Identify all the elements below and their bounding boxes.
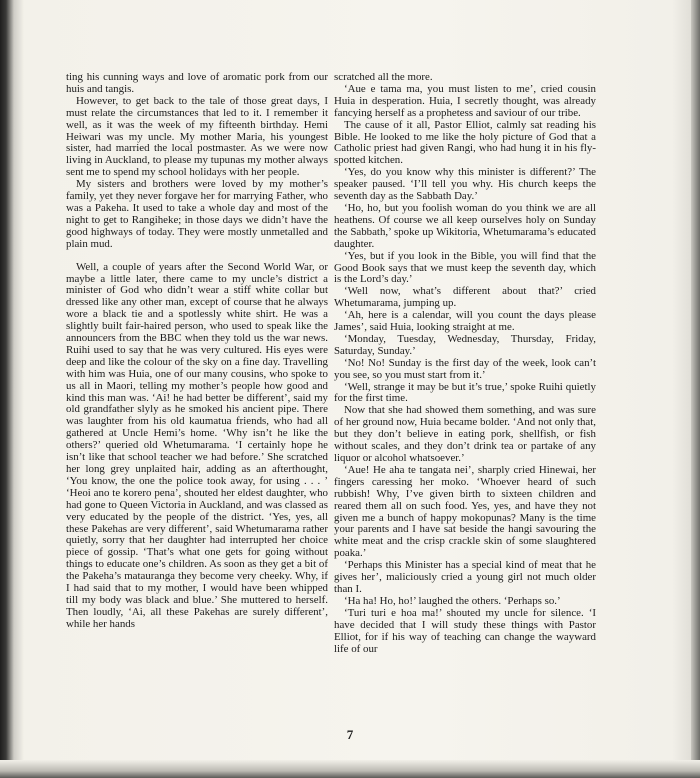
paragraph: ‘Aue! He aha te tangata nei’, sharply cried Hinewai, her fingers caressing her moko. ‘Whoever heard of such rubbish! Why, I’ve given birth to sixteen children and reared them all on such food. Yes, yes, and have they not given me a bunch of happy mokopunas? Many is the time your parents and I have sat beside the hangi savouring the white meat and the crisp crackle skin of some slaughtered poaka.’ bbox=[334, 463, 596, 560]
paragraph: ‘Ha ha! Ho, ho!’ laughed the others. ‘Perhaps so.’ bbox=[344, 594, 561, 607]
paragraph: My sisters and brothers were loved by my mother’s family, yet they never forgave her for marrying Father, who was a Pakeha. It used to take a whole day and most of the night to get to Rangiheke; in those days we didn’t have the good highways of today. They were mostly unmetalled and plain mud. bbox=[66, 178, 328, 250]
paragraph: ‘Ho, ho, but you foolish woman do you think we are all heathens. Of course we all keep ourselves holy on Sunday the Sabbath,’ spoke up Wikitoria, Whetumarama’s educated daughter. bbox=[334, 201, 596, 250]
paragraph: ‘Monday, Tuesday, Wednesday, Thursday, Friday, Saturday, Sunday.’ bbox=[334, 332, 596, 357]
paragraph: Well, a couple of years after the Second World War, or maybe a little later, there came to my uncle’s district a minister of God who didn’t wear a stiff white collar but dressed like any other man, except of course that he always wore a black tie and a spotlessly white shirt. He was a slightly built fair-haired person, who used to speak like the announcers from the BBC when they told us the war news. Ruihi used to say that he was very cultured. His eyes were deep and like the colour of the sky on a fine day. Travelling with him was Huia, one of our many cousins, who spoke to us all in Maori, telling my mother’s people how good and kind this man was. ‘Ai! he had better be different’, said my old grandfather slyly as he smoked his ancient pipe. There was laughter from his old kaumatua friends, who had all gathered at Uncle Hemi’s home. ‘Why isn’t he like the others?’ queried old Whetumarama. ‘I certainly hope he isn’t like that school teacher we had before.’ She scratched her long grey unplaited hair, adding as an afterthought, ‘You know, the one the police took away, for using . . . ’ ‘Heoi ano te korero pena’, shouted her eldest daughter, who had gone to Queen Victoria in Auckland, and was classed as very educated by the people of the district. ‘Yes, yes, all these Pakehas are very different’, said Whetumarama rather quietly, sorry that her daughter had interrupted her choice piece of gossip. ‘That’s what one gets for going without things to educate one’s children. As soon as they get a bit of the Pakeha’s matauranga they become very cheeky. Why, if I had said that to my mother, I would have been whipped till my body was black and blue.’ She muttered to herself. Then loudly, ‘Ai, all these Pakehas are surely different’, while her hands bbox=[66, 260, 328, 630]
paragraph: Now that she had showed them something, and was sure of her ground now, Huia became bolder. ‘And not only that, but they don’t believe in eating pork, shellfish, or fish without scales, and they don’t drink tea or partake of any liquor or alcohol whatsoever.’ bbox=[334, 404, 596, 464]
page-edge-shadow bbox=[691, 0, 700, 778]
paragraph: ting his cunning ways and love of aromatic pork from our huis and tangis. bbox=[66, 72, 328, 95]
paragraph: ‘Perhaps this Minister has a special kind of meat that he gives her’, maliciously cried a young girl not much older than I. bbox=[334, 559, 596, 595]
paragraph: However, to get back to the tale of those great days, I must relate the circumstances that led to it. I remember it well, as it was the week of my fifteenth birthday. Hemi Heiwari was my uncle. My mother Maria, his youngest sister, had married the local postmaster. As we were now living in Auckland, to please my tupunas my mother always sent me to spend my school holidays with her people. bbox=[66, 94, 328, 179]
paragraph: ‘Yes, do you know why this minister is different?’ The speaker paused. ‘I’ll tell you why. His church keeps the seventh day as the Sabbath Day.’ bbox=[334, 166, 596, 203]
left-text-column bbox=[66, 72, 328, 717]
paragraph: The cause of it all, Pastor Elliot, calmly sat reading his Bible. He looked to me like the holy picture of God that a Catholic priest had given Rangi, who had hung it in his fly-spotted kitchen. bbox=[334, 118, 596, 167]
paragraph: scratched all the more. bbox=[334, 72, 433, 83]
right-text-column bbox=[334, 72, 596, 717]
page-bottom-edge bbox=[0, 760, 700, 778]
paragraph: ‘Well now, what’s different about that?’ cried Whetumarama, jumping up. bbox=[334, 285, 596, 310]
page-number: 7 bbox=[346, 727, 354, 742]
paragraph: ‘Ah, here is a calendar, will you count the days please James’, said Huia, looking straight at me. bbox=[334, 309, 596, 334]
paragraph: ‘Turi turi e hoa ma!’ shouted my uncle for silence. ‘I have decided that I will study these things with Pastor Elliot, for if his way of teaching can change the wayward life of our bbox=[334, 606, 596, 655]
paragraph: ‘Aue e tama ma, you must listen to me’, cried cousin Huia in desperation. Huia, I secretly thought, was already fancying herself as a prophetess and saviour of our tribe. bbox=[334, 82, 596, 119]
paragraph: ‘No! No! Sunday is the first day of the week, look can’t you see, so you must start from it.’ bbox=[334, 356, 596, 381]
paragraph: ‘Well, strange it may be but it’s true,’ spoke Ruihi quietly for the first time. bbox=[334, 380, 596, 405]
paragraph: ‘Yes, but if you look in the Bible, you will find that the Good Book says that we must keep the seventh day, which is the Lord’s day.’ bbox=[334, 249, 596, 286]
